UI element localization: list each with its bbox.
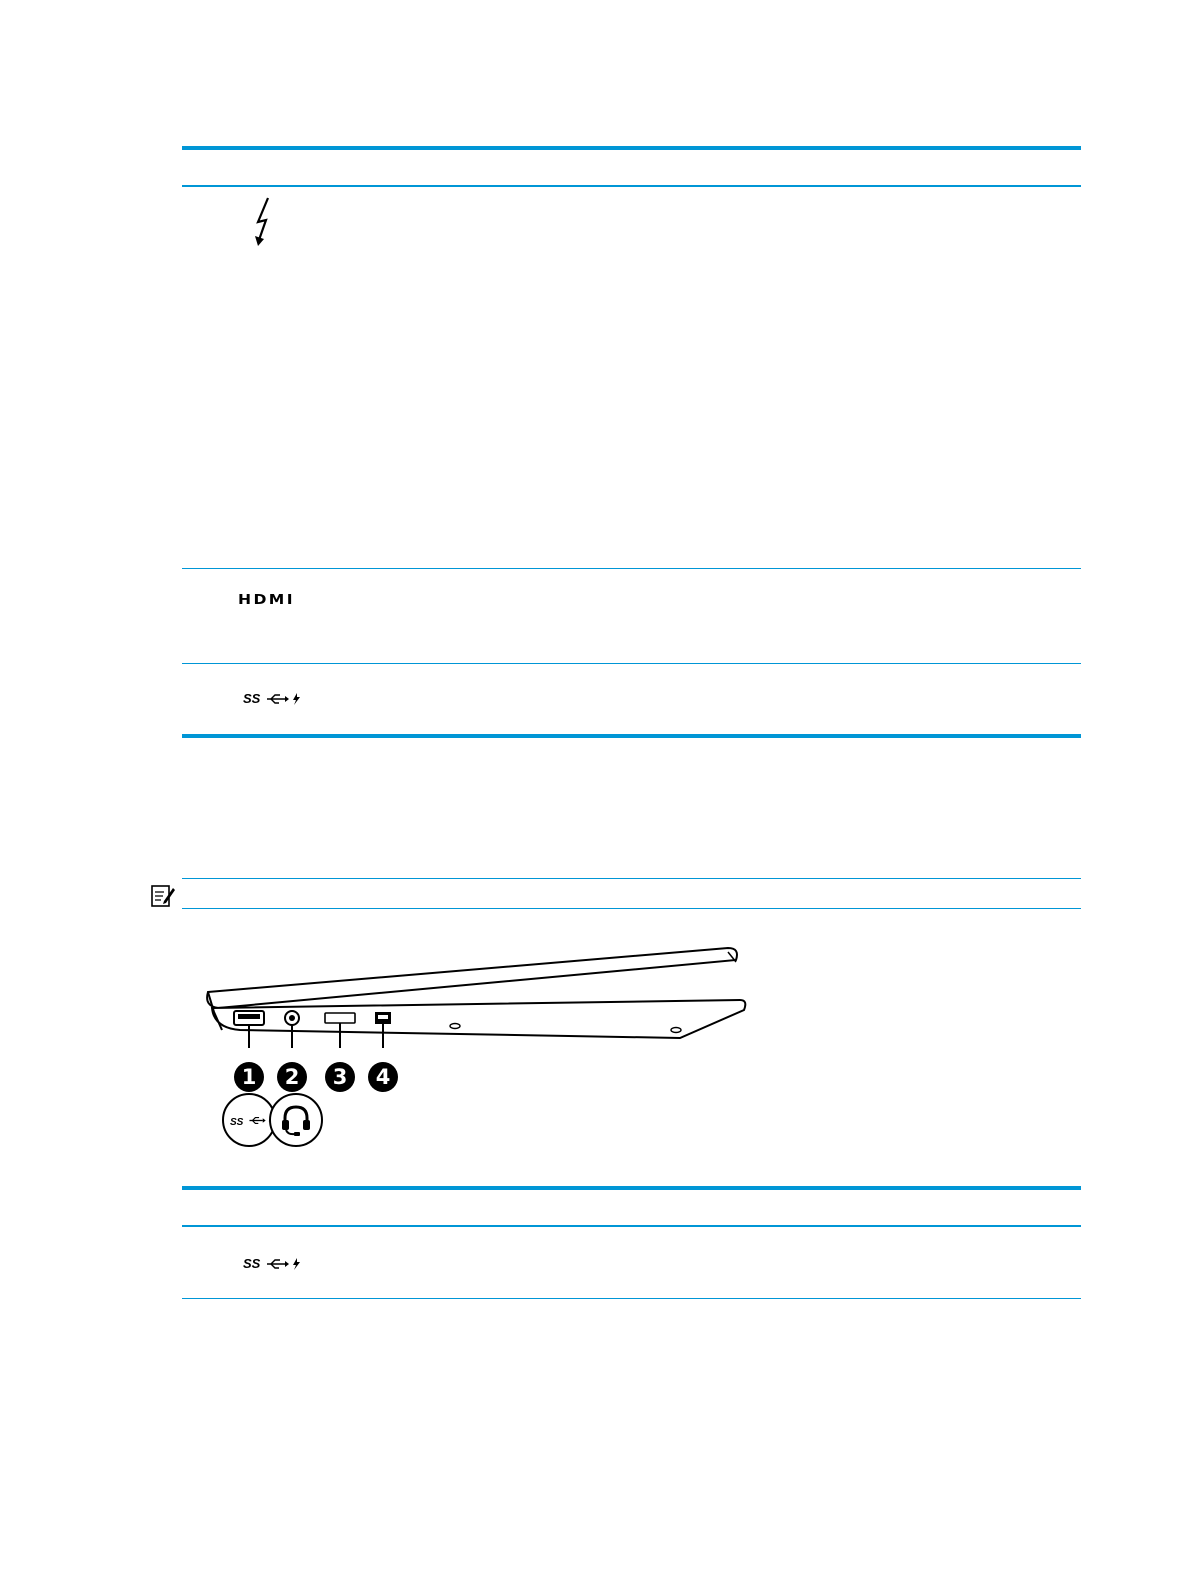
audio-headset-icon xyxy=(280,1103,312,1137)
usb-superspeed-charging-icon xyxy=(243,1255,303,1273)
note-bottom-rule xyxy=(182,908,1081,909)
hdmi-icon xyxy=(238,593,298,607)
table-row-divider xyxy=(182,663,1081,664)
usb-ss-label: SS xyxy=(243,691,261,706)
table2-bottom-rule xyxy=(182,1298,1081,1299)
hdmi-icon-label: HDMI xyxy=(238,593,295,608)
laptop-left-side-figure xyxy=(200,938,760,1048)
usb-superspeed-charging-icon xyxy=(243,690,303,708)
table-top-border xyxy=(182,146,1081,150)
badge-ss-label: SS xyxy=(230,1117,244,1128)
table-bottom-border xyxy=(182,734,1081,738)
table2-top-border xyxy=(182,1186,1081,1190)
note-icon xyxy=(150,882,176,908)
callout-3: 3 xyxy=(325,1062,355,1092)
thunderbolt-icon xyxy=(250,196,280,248)
table-header-divider xyxy=(182,185,1081,187)
callout-1: 1 xyxy=(234,1062,264,1092)
table2-header-divider xyxy=(182,1225,1081,1227)
callout-2: 2 xyxy=(277,1062,307,1092)
table-row-divider xyxy=(182,568,1081,569)
usb-superspeed-charging-badge xyxy=(222,1093,276,1147)
usb-ss-label: SS xyxy=(243,1256,261,1271)
note-top-rule xyxy=(182,878,1081,879)
audio-headset-badge xyxy=(269,1093,323,1147)
callout-4: 4 xyxy=(368,1062,398,1092)
